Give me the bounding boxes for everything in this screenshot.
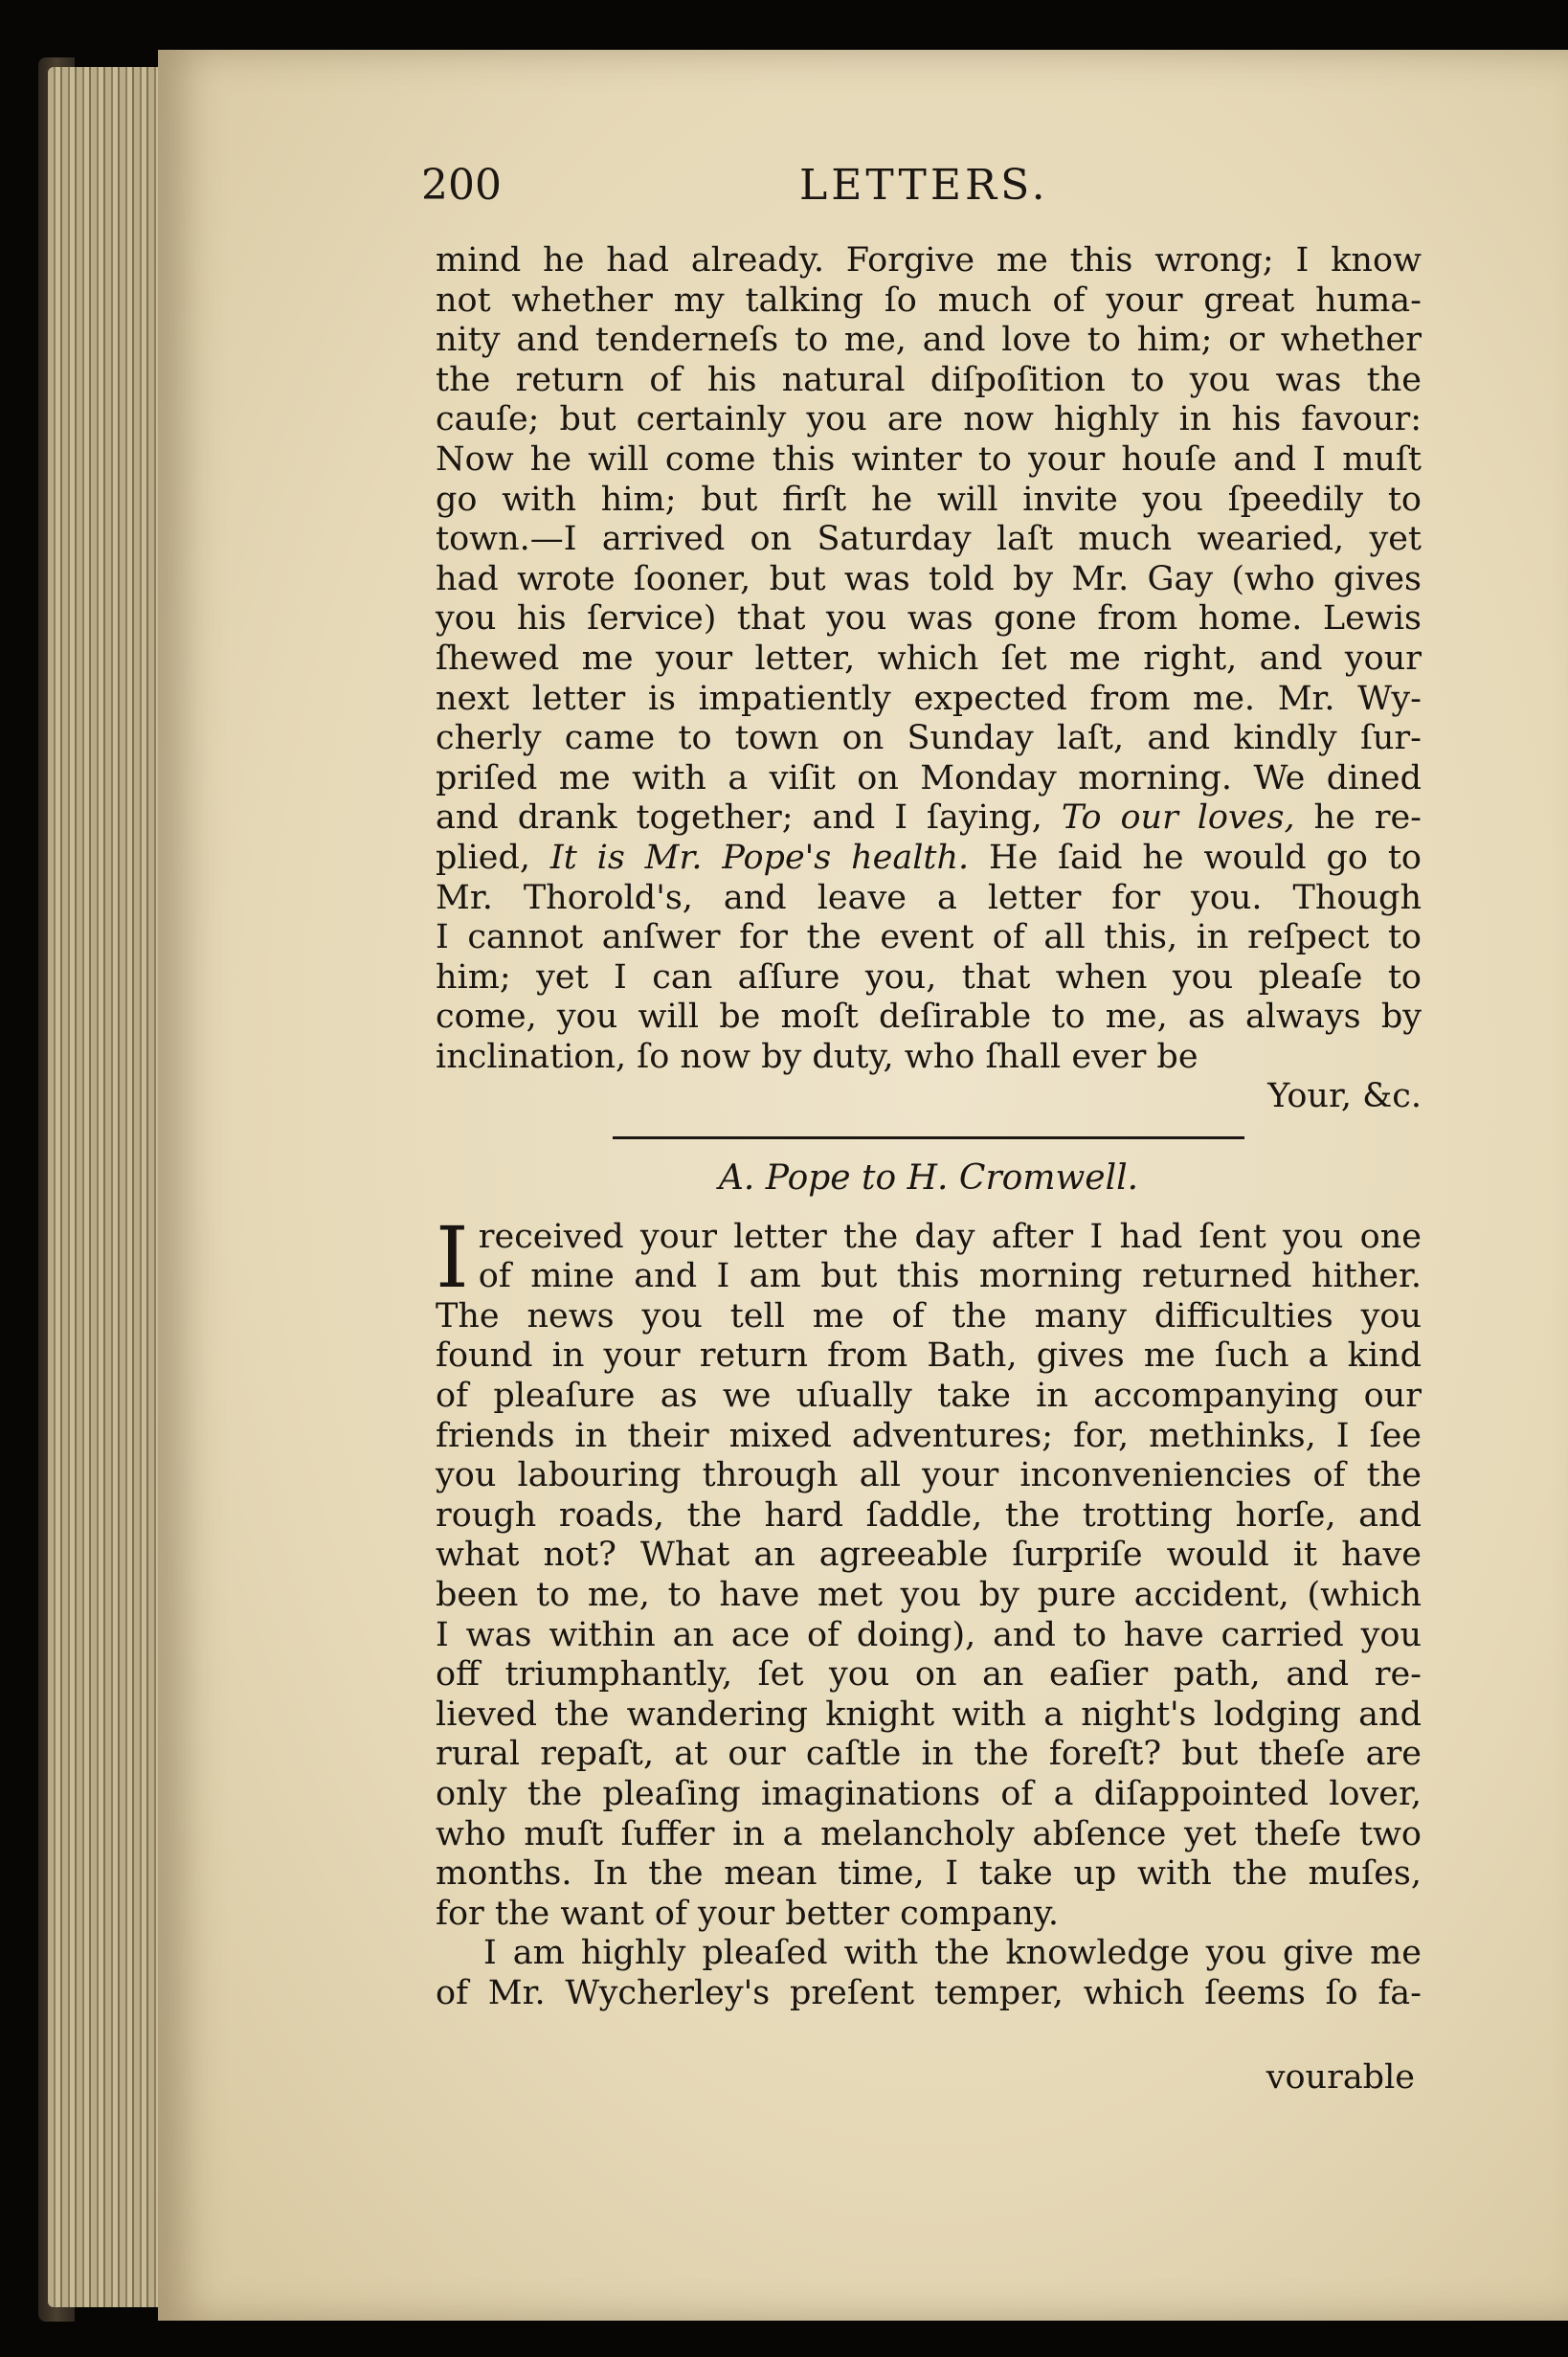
text-line: priſed me with a viſit on Monday morning. We dined <box>436 758 1422 797</box>
text-line: Now he will come this winter to your houſe and I muſt <box>436 439 1422 479</box>
text-line: for the want of your better company. <box>436 1894 1060 1933</box>
text-line: the return of his natural diſpoſition to you was the <box>436 360 1422 399</box>
text-line: cherly came to town on Sunday laſt, and kindly ſur- <box>436 719 1422 758</box>
text-line: of Mr. Wycherley's preſent temper, which ſeems ſo fa- <box>436 1973 1422 2012</box>
text-line: only the pleaſing imaginations of a diſappointed lover, <box>436 1774 1422 1813</box>
text-line: ſhewed me your letter, which ſet me right, and your <box>436 639 1422 678</box>
text-line: I cannot anſwer for the event of all this, in reſpect to <box>436 918 1422 957</box>
text-line: who muſt ſuffer in a melancholy abſence yet theſe two <box>436 1814 1422 1853</box>
text-line: lieved the wandering knight with a night's lodging and <box>436 1695 1422 1734</box>
body-text <box>436 241 1422 2014</box>
text-line: Mr. Thorold's, and leave a letter for you. Though <box>436 878 1422 917</box>
text-line: mind he had already. Forgive me this wrong; I know <box>436 241 1422 280</box>
text-line-quote <box>436 839 1422 879</box>
text-line-quote <box>436 798 1422 839</box>
section-divider <box>613 1136 1244 1139</box>
text-line: off triumphantly, ſet you on an eaſier path, and re- <box>436 1655 1422 1695</box>
text-line: received your letter the day after I had ſent you one <box>478 1217 1422 1256</box>
text-line: what not? What an agreeable ſurpriſe would it have <box>436 1536 1422 1575</box>
text-line: cauſe; but certainly you are now highly in his favour: <box>436 400 1422 439</box>
text-line: of mine and I am but this morning returned hither. <box>478 1257 1422 1296</box>
italic-quote: It is Mr. Pope's health. <box>549 838 970 877</box>
italic-quote: To our loves, <box>1061 798 1295 838</box>
letter-heading: A. Pope to H. Cromwell. <box>718 1158 1139 1199</box>
text-line: had wrote ſooner, but was told by Mr. Gay (who gives <box>436 559 1422 598</box>
text-line: friends in their mixed adventures; for, methinks, I ſee <box>436 1416 1422 1455</box>
text-line: rough roads, the hard ſaddle, the trotting horſe, and <box>436 1495 1422 1535</box>
text-line: not whether my talking ſo much of your great huma- <box>436 281 1422 320</box>
text-segment: He ſaid he would go to <box>969 838 1422 877</box>
text-line: next letter is impatiently expected from me. Mr. Wy- <box>436 679 1422 718</box>
text-line: nity and tenderneſs to me, and love to him; or whether <box>436 321 1422 360</box>
letter-closing: Your, &c. <box>1267 1077 1422 1116</box>
text-line: I am highly pleaſed with the knowledge you give me <box>483 1934 1422 1973</box>
page-number: 200 <box>421 161 502 210</box>
text-line: I was within an ace of doing), and to have carried you <box>436 1615 1422 1654</box>
text-line: him; yet I can aſſure you, that when you pleaſe to <box>436 957 1422 997</box>
text-line: you his ſervice) that you was gone from home. Lewis <box>436 599 1422 639</box>
drop-cap: I <box>436 1207 469 1307</box>
text-line: town.—I arrived on Saturday laſt much wearied, yet <box>436 520 1422 559</box>
text-segment: plied, <box>436 838 550 877</box>
page-edges <box>48 67 163 2307</box>
text-segment: and drank together; and I ſaying, <box>436 798 1062 838</box>
text-line: been to me, to have met you by pure accident, (which <box>436 1576 1422 1614</box>
text-segment: he re- <box>1294 798 1422 838</box>
text-line: go with him; but firſt he will invite you ſpeedily to <box>436 480 1422 519</box>
running-head: LETTERS. <box>799 161 1049 210</box>
text-line: rural repaſt, at our caſtle in the foreſt? but theſe are <box>436 1735 1422 1774</box>
page-header <box>421 161 1407 218</box>
text-line: you labouring through all your inconveniencies of the <box>436 1456 1422 1495</box>
text-line: inclination, ſo now by duty, who ſhall ever be <box>436 1037 1198 1076</box>
text-line: months. In the mean time, I take up with the muſes, <box>436 1854 1422 1894</box>
catchword: vourable <box>1266 2058 1415 2097</box>
text-line: found in your return from Bath, gives me ſuch a kind <box>436 1336 1422 1376</box>
text-line: The news you tell me of the many difficulties you <box>436 1296 1422 1336</box>
text-line: of pleaſure as we uſually take in accompanying our <box>436 1377 1422 1416</box>
text-line: come, you will be moſt deſirable to me, as always by <box>436 998 1422 1037</box>
